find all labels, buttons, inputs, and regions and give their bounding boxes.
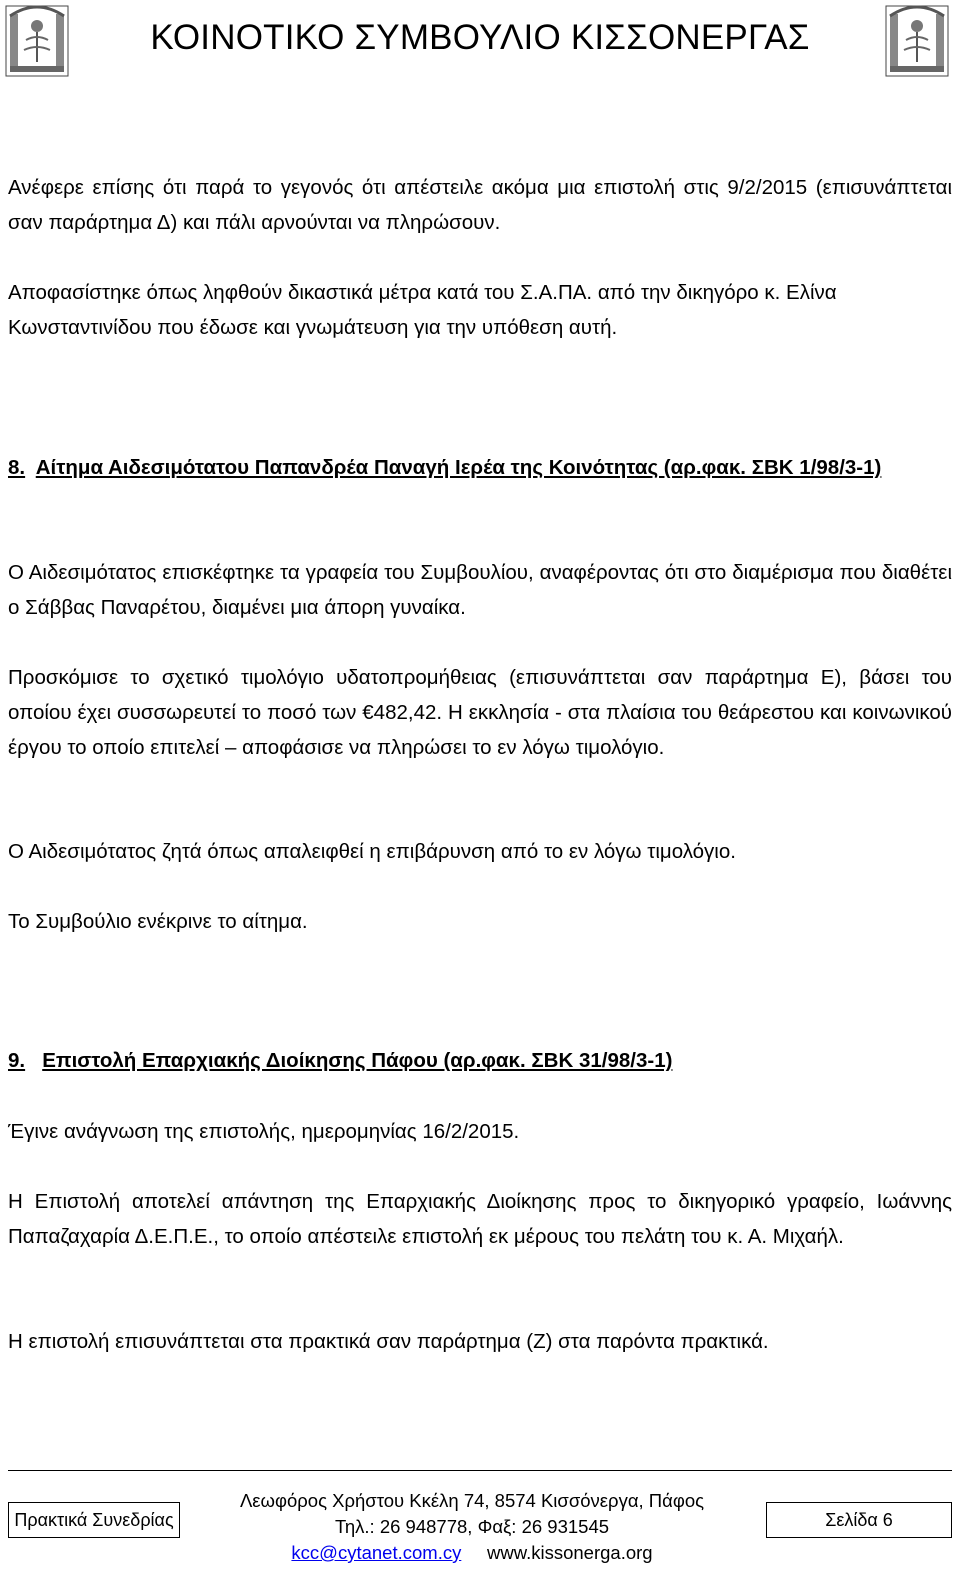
page-number-box: Σελίδα 6 bbox=[766, 1502, 952, 1538]
section-8-number: 8. bbox=[8, 456, 26, 479]
footer-address: Λεωφόρος Χρήστου Κκέλη 74, 8574 Κισσόνεργα, Πάφος bbox=[239, 1490, 705, 1511]
footer-website[interactable]: www.kissonerga.org bbox=[487, 1542, 653, 1563]
paragraph-request: Ο Αιδεσιμότατος ζητά όπως απαλειφθεί η επιβάρυνση από το εν λόγω τιμολόγιο. bbox=[8, 840, 736, 863]
section-9-title: Επιστολή Επαρχιακής Διοίκησης Πάφου (αρ.φακ. ΣΒΚ 31/98/3-1) bbox=[42, 1049, 673, 1072]
footer-contact bbox=[180, 1540, 764, 1566]
paragraph-letter-read: Έγινε ανάγνωση της επιστολής, ημερομηνίας 16/2/2015. bbox=[8, 1120, 520, 1143]
page-title: ΚΟΙΝΟΤΙΚΟ ΣΥΜΒΟΥΛΙΟ ΚΙΣΣΟΝΕΡΓΑΣ bbox=[150, 18, 810, 57]
section-9-number: 9. bbox=[8, 1049, 26, 1072]
paragraph-approval: Το Συμβούλιο ενέκρινε το αίτημα. bbox=[8, 910, 308, 933]
footer-phone: Τηλ.: 26 948778, Φαξ: 26 931545 bbox=[334, 1516, 610, 1537]
section-9-heading bbox=[8, 1043, 952, 1078]
section-8-title: Αίτημα Αιδεσιμότατου Παπανδρέα Παναγή Ιερέα της Κοινότητας (αρ.φακ. ΣΒΚ 1/98/3-1) bbox=[35, 456, 882, 479]
paragraph-letter-reply: Η Επιστολή αποτελεί απάντηση της Επαρχιακής Διοίκησης προς το δικηγορικό γραφείο, Ιωάννης Παπαζαχαρία Δ.Ε.Π.Ε., το οποίο απέστειλε επιστολή εκ μέρους του πελάτη του κ. Α. Μιχαήλ. bbox=[8, 1190, 952, 1248]
paragraph-letter-sent: Ανέφερε επίσης ότι παρά το γεγονός ότι απέστειλε ακόμα μια επιστολή στις 9/2/2015 (επισυνάπτεται σαν παράρτημα Δ) και πάλι αρνούνται να πληρώσουν. bbox=[8, 176, 952, 234]
section-8-heading bbox=[8, 450, 952, 485]
footer-email-link[interactable]: kcc@cytanet.com.cy bbox=[291, 1542, 462, 1563]
footer-divider bbox=[8, 1470, 952, 1471]
paragraph-attachment: Η επιστολή επισυνάπτεται στα πρακτικά σαν παράρτημα (Ζ) στα παρόντα πρακτικά. bbox=[8, 1330, 769, 1353]
paragraph-invoice: Προσκόμισε το σχετικό τιμολόγιο υδατοπρομήθειας (επισυνάπτεται σαν παράρτημα Ε), βάσει του οποίου έχει συσσωρευτεί το ποσό των €482,42. Η εκκλησία - στα πλαίσια του θεάρεστου και κοινωνικού έργου το οποίο επιτελεί – αποφάσισε να πληρώσει το εν λόγω τιμολόγιο. bbox=[8, 666, 952, 759]
minutes-label-box: Πρακτικά Συνεδρίας bbox=[8, 1502, 180, 1538]
paragraph-legal-measures: Αποφασίστηκε όπως ληφθούν δικαστικά μέτρα κατά του Σ.Α.ΠΑ. από την δικηγόρο κ. Ελίνα Κωνσταντινίδου που έδωσε και γνωμάτευση για την υπόθεση αυτή. bbox=[8, 281, 837, 339]
paragraph-priest-visit: Ο Αιδεσιμότατος επισκέφτηκε τα γραφεία του Συμβουλίου, αναφέροντας ότι στο διαμέρισμα που διαθέτει ο Σάββας Παναρέτου, διαμένει μια άπορη γυναίκα. bbox=[8, 561, 952, 619]
